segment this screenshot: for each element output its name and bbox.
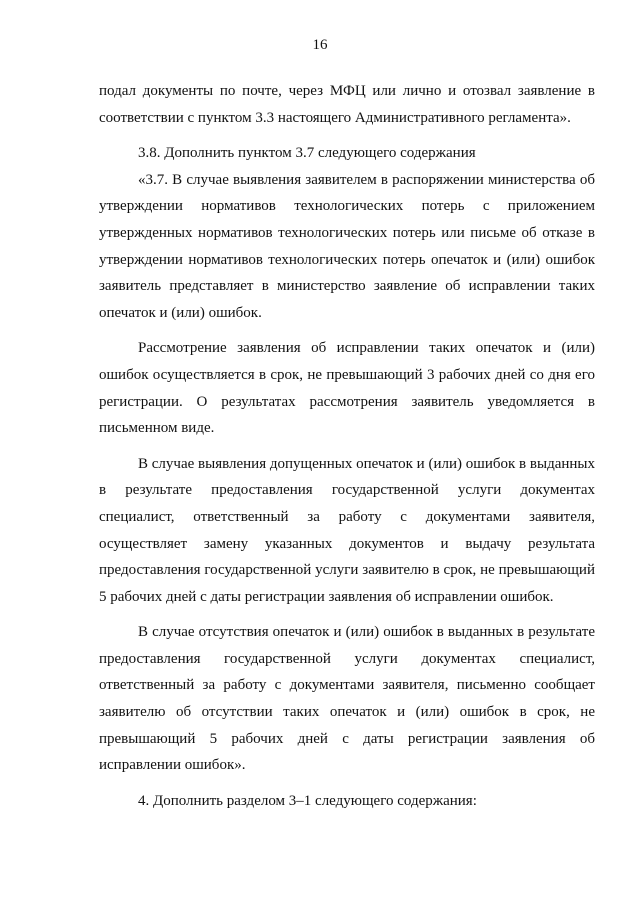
paragraph-errors-found: В случае выявления допущенных опечаток и (или) ошибок в выданных в результате предоставления государственной услуги документах специалист, ответственный за работу с документами заявителя, осуществляет замену указанных документов и выдачу результата предоставления государственной услуги заявителю в срок, не превышающий 5 рабочих дней с даты регистрации заявления об исправлении ошибок. <box>99 455 595 605</box>
paragraph-continuation: подал документы по почте, через МФЦ или лично и отозвал заявление в соответствии с пунктом 3.3 настоящего Административного регламента». <box>99 83 595 126</box>
paragraph-item-4: 4. Дополнить разделом 3–1 следующего содержания: <box>138 792 477 809</box>
document-body <box>99 78 595 814</box>
paragraph-item-3-7: «3.7. В случае выявления заявителем в распоряжении министерства об утверждении нормативов технологических потерь с приложением утвержденных нормативов технологических потерь или письме об отказе в утверждении нормативов технологических потерь опечаток и (или) ошибок заявитель представляет в министерство заявление об исправлении таких опечаток и (или) ошибок. <box>99 171 595 321</box>
paragraph-item-3-8: 3.8. Дополнить пунктом 3.7 следующего содержания <box>138 145 476 162</box>
paragraph-review-period: Рассмотрение заявления об исправлении таких опечаток и (или) ошибок осуществляется в срок, не превышающий 3 рабочих дней со дня его регистрации. О результатах рассмотрения заявитель уведомляется в письменном виде. <box>99 340 595 437</box>
paragraph-no-errors: В случае отсутствия опечаток и (или) ошибок в выданных в результате предоставления государственной услуги документах специалист, ответственный за работу с документами заявителя, письменно сообщает заявителю об отсутствии таких опечаток и (или) ошибок в срок, не превышающий 5 рабочих дней с даты регистрации заявления об исправлении ошибок». <box>99 624 595 774</box>
page-number: 16 <box>312 37 328 53</box>
